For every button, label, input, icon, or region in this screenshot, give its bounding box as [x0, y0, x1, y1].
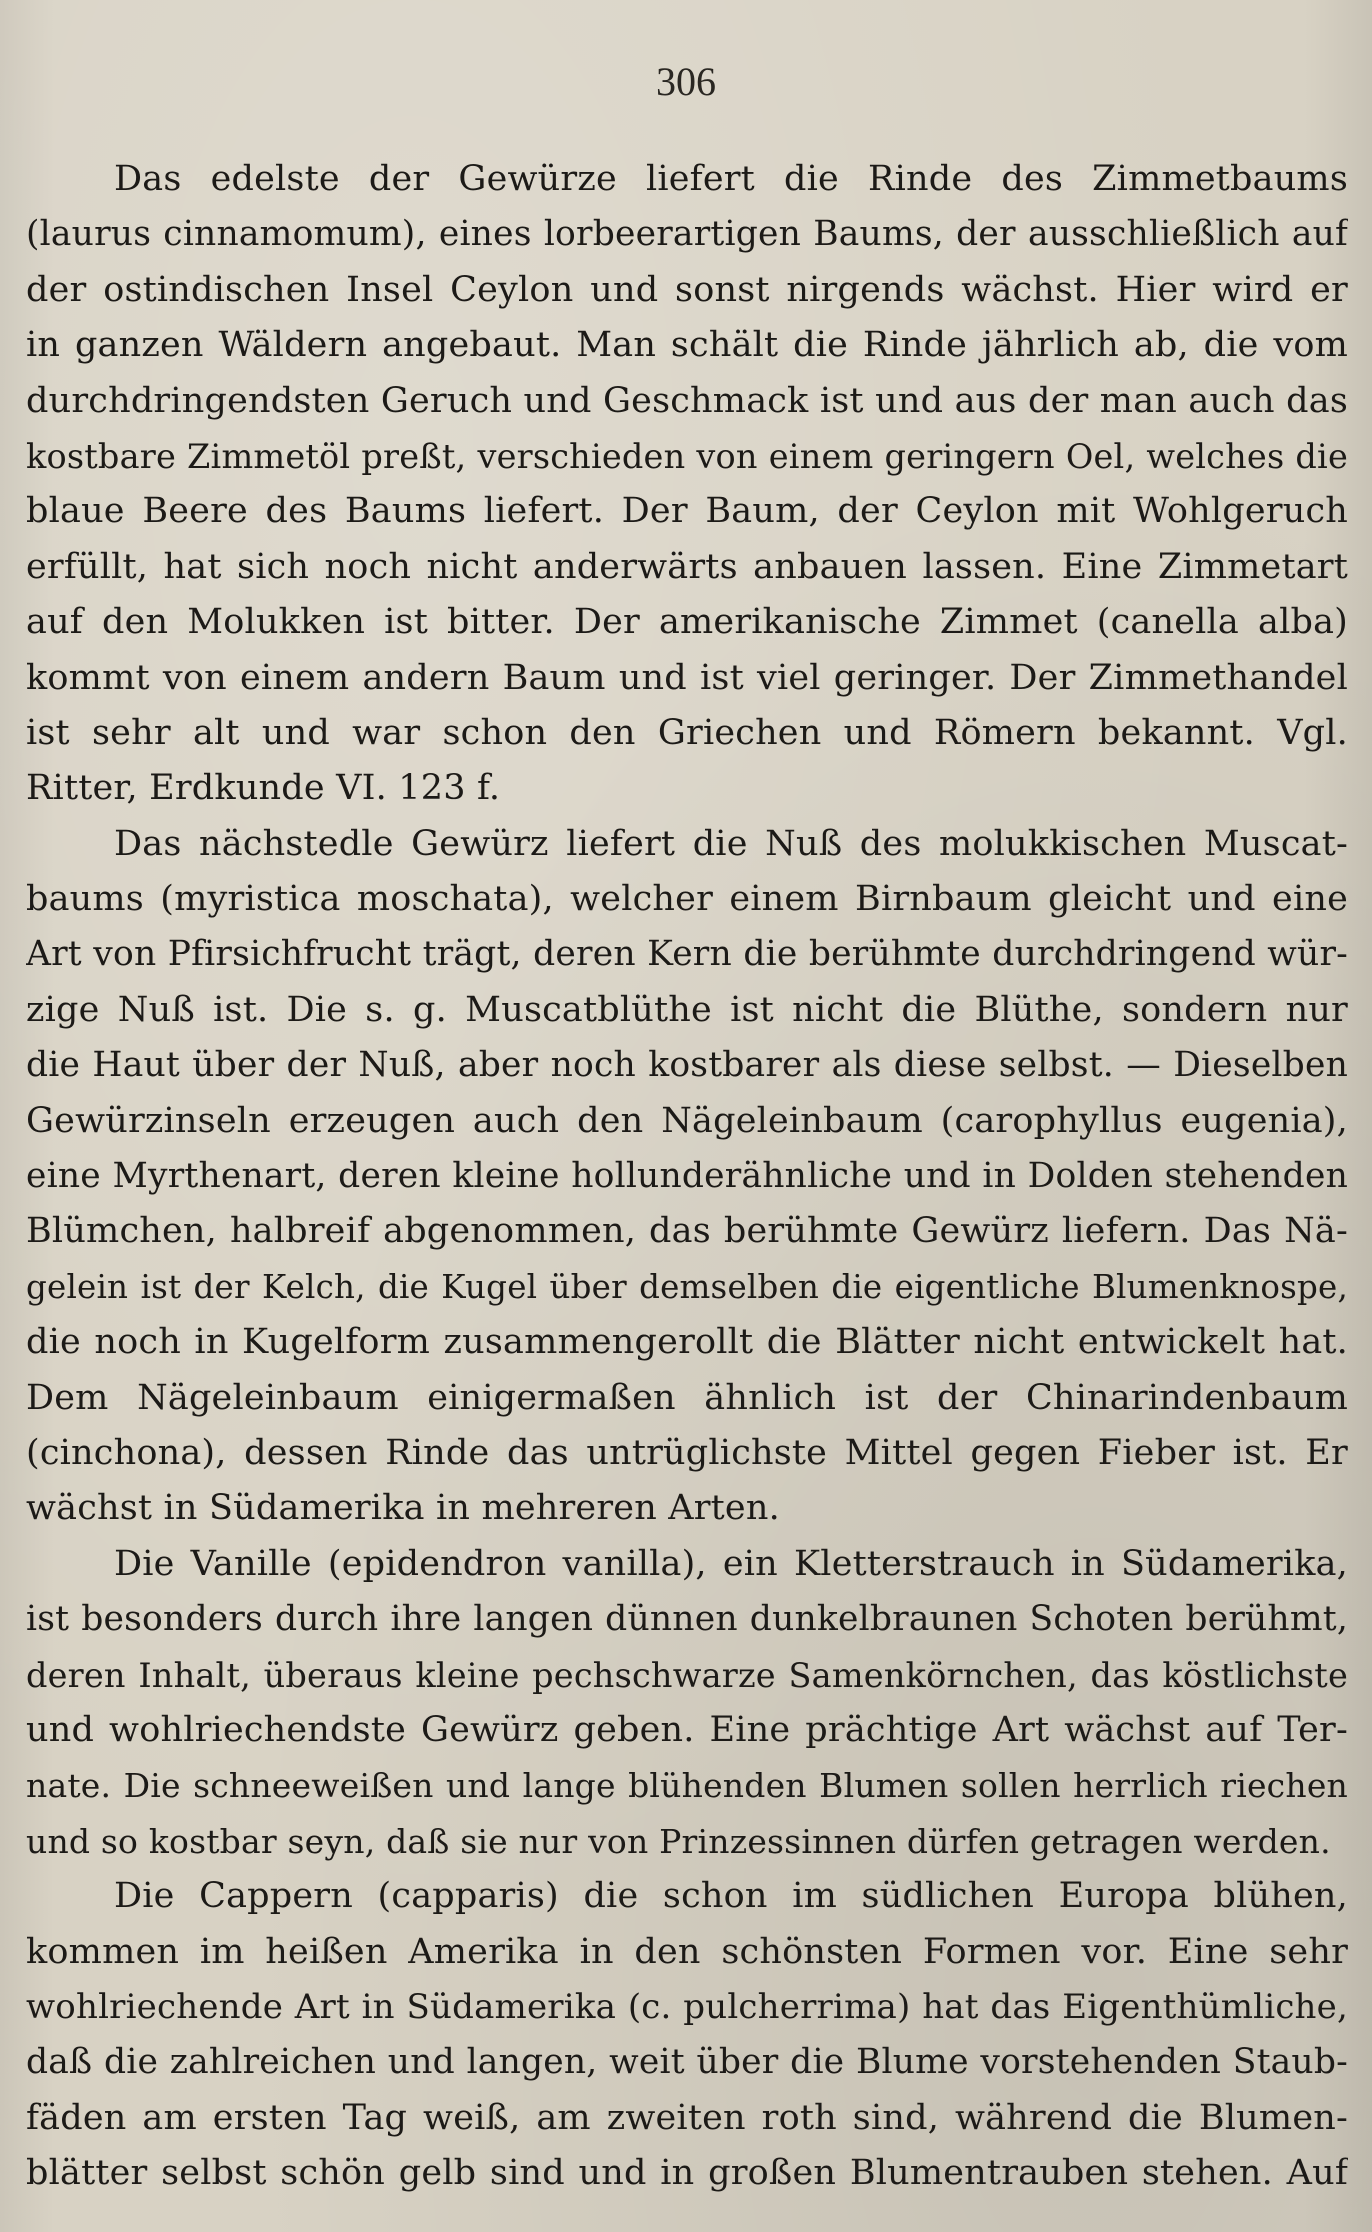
paragraph-muscat [26, 817, 1348, 1537]
text-line: Dem Nägeleinbaum einigermaßen ähnlich ist der Chinarindenbaum [26, 1377, 1348, 1418]
text-line: ist besonders durch ihre langen dünnen dunkelbraunen Schoten berühmt, [26, 1599, 1348, 1640]
text-line: daß die zahlreichen und langen, weit über die Blume vorstehenden Staub- [26, 2042, 1348, 2083]
text-line: blätter selbst schön gelb sind und in großen Blumentrauben stehen. Auf [26, 2153, 1348, 2194]
text-line: (cinchona), dessen Rinde das untrüglichste Mittel gegen Fieber ist. Er [26, 1432, 1348, 1473]
text-line: auf den Molukken ist bitter. Der amerikanische Zimmet (canella alba) [26, 602, 1348, 643]
text-line: blaue Beere des Baums liefert. Der Baum, der Ceylon mit Wohlgeruch [26, 491, 1348, 532]
text-line: Die Vanille (epidendron vanilla), ein Kletterstrauch in Südamerika, [114, 1543, 1348, 1584]
text-line: kommt von einem andern Baum und ist viel geringer. Der Zimmethandel [26, 657, 1348, 698]
text-line: deren Inhalt, überaus kleine pechschwarze Samenkörnchen, das köstlichste [26, 1655, 1348, 1695]
text-line: wächst in Südamerika in mehreren Arten. [26, 1488, 780, 1529]
text-line: kommen im heißen Amerika in den schönsten Formen vor. Eine sehr [26, 1931, 1348, 1972]
paragraph-vanille [26, 1537, 1348, 1869]
text-line: in ganzen Wäldern angebaut. Man schält die Rinde jährlich ab, die vom [26, 325, 1348, 366]
text-line: der ostindischen Insel Ceylon und sonst nirgends wächst. Hier wird er [26, 269, 1348, 310]
text-line: Blümchen, halbreif abgenommen, das berühmte Gewürz liefern. Das Nä- [26, 1211, 1348, 1252]
text-line: Art von Pfirsichfrucht trägt, deren Kern die berühmte durchdringend wür- [26, 934, 1348, 975]
text-line: die noch in Kugelform zusammengerollt die Blätter nicht entwickelt hat. [26, 1322, 1348, 1363]
text-line: und so kostbar seyn, daß sie nur von Prinzessinnen dürfen getragen werden. [26, 1821, 1331, 1861]
text-line: wohlriechende Art in Südamerika (c. pulcherrima) hat das Eigenthümliche, [26, 1986, 1348, 2027]
text-line: kostbare Zimmetöl preßt, verschieden von einem geringern Oel, welches die [26, 436, 1348, 476]
text-line: Das nächstedle Gewürz liefert die Nuß des molukkischen Muscat- [114, 823, 1348, 864]
text-line: erfüllt, hat sich noch nicht anderwärts anbauen lassen. Eine Zimmetart [26, 546, 1348, 587]
paragraph-cappern [26, 1869, 1348, 2201]
page-number: 306 [656, 59, 716, 104]
text-line: nate. Die schneeweißen und lange blühenden Blumen sollen herrlich riechen [26, 1766, 1348, 1806]
text-line: gelein ist der Kelch, die Kugel über demselben die eigentliche Blumenknospe, [26, 1267, 1348, 1306]
text-line: ist sehr alt und war schon den Griechen und Römern bekannt. Vgl. [26, 712, 1348, 753]
text-line: die Haut über der Nuß, aber noch kostbarer als diese selbst. — Dieselben [26, 1045, 1348, 1086]
body-text [26, 152, 1348, 2201]
text-line: und wohlriechendste Gewürz geben. Eine prächtige Art wächst auf Ter- [26, 1709, 1348, 1750]
text-line: Das edelste der Gewürze liefert die Rinde des Zimmetbaums [114, 159, 1348, 199]
text-line: durchdringendsten Geruch und Geschmack ist und aus der man auch das [26, 380, 1348, 421]
text-line: zige Nuß ist. Die s. g. Muscatblüthe ist nicht die Blüthe, sondern nur [26, 989, 1348, 1030]
text-line: Die Cappern (capparis) die schon im südlichen Europa blühen, [114, 1876, 1348, 1917]
text-line: Gewürzinseln erzeugen auch den Nägeleinbaum (carophyllus eugenia), [26, 1100, 1348, 1141]
text-line: eine Myrthenart, deren kleine hollunderähnliche und in Dolden stehenden [26, 1156, 1348, 1197]
text-line: Ritter, Erdkunde VI. 123 f. [26, 768, 501, 809]
paragraph-zimmet [26, 152, 1348, 817]
text-line: fäden am ersten Tag weiß, am zweiten roth sind, während die Blumen- [26, 2097, 1348, 2138]
text-line: (laurus cinnamomum), eines lorbeerartigen Baums, der ausschließlich auf [26, 214, 1348, 255]
text-line: baums (myristica moschata), welcher einem Birnbaum gleicht und eine [26, 879, 1348, 920]
